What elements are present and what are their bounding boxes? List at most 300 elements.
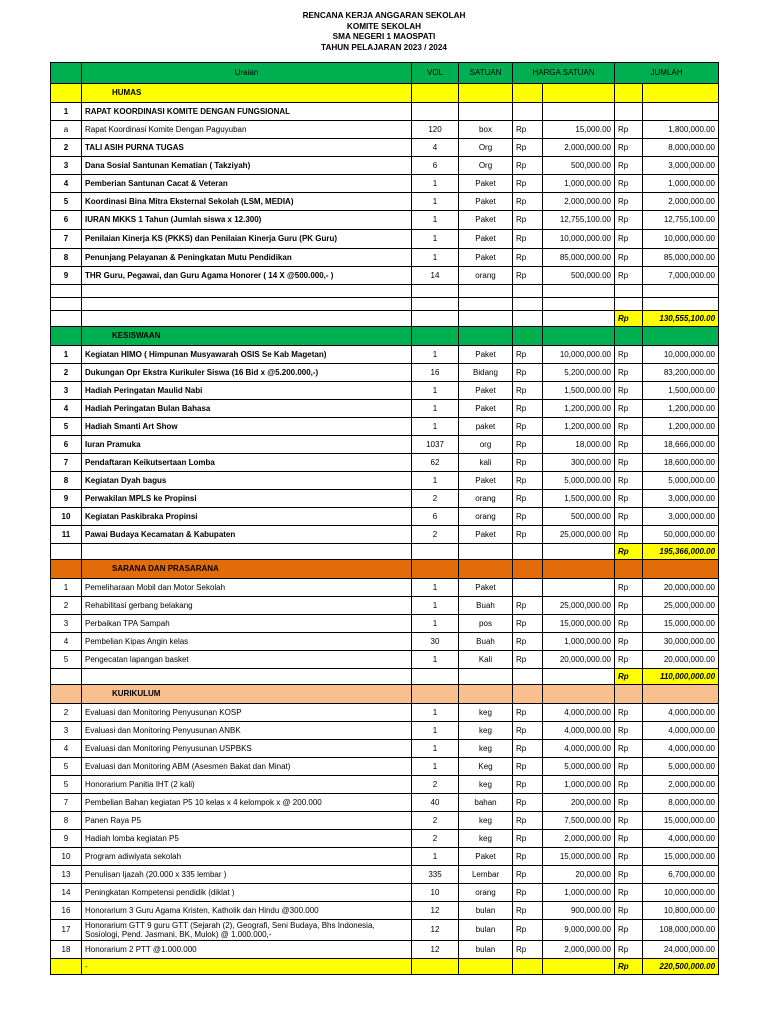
row-number: 17: [51, 920, 82, 941]
row-total: 6,700,000.00: [643, 866, 719, 884]
row-total: 4,000,000.00: [643, 740, 719, 758]
row-volume: 40: [412, 794, 459, 812]
row-unit: keg: [459, 830, 513, 848]
section-row-sarana: [51, 560, 719, 579]
row-total: 4,000,000.00: [643, 830, 719, 848]
row-total: 15,000,000.00: [643, 812, 719, 830]
row-total: 5,000,000.00: [643, 472, 719, 490]
table-row: [51, 364, 719, 382]
row-currency-total: Rp: [615, 615, 643, 633]
row-volume: 16: [412, 364, 459, 382]
row-volume: 1: [412, 418, 459, 436]
row-unit: Keg: [459, 758, 513, 776]
row-description: Panen Raya P5: [82, 812, 412, 830]
row-description: Perbaikan TPA Sampah: [82, 615, 412, 633]
table-row: [51, 139, 719, 157]
row-currency-price: Rp: [513, 597, 543, 615]
row-number: a: [51, 121, 82, 139]
section-empty-cell: [412, 685, 459, 704]
row-volume: 1: [412, 472, 459, 490]
row-volume: 1: [412, 211, 459, 230]
row-unit: Bidang: [459, 364, 513, 382]
row-number: 9: [51, 490, 82, 508]
row-currency-price: Rp: [513, 175, 543, 193]
row-number: 8: [51, 249, 82, 267]
row-volume: 120: [412, 121, 459, 139]
empty-cell: [82, 285, 412, 298]
row-unit-price: 1,500,000.00: [543, 490, 615, 508]
row-currency-total: Rp: [615, 211, 643, 230]
row-number: 4: [51, 633, 82, 651]
table-row: [51, 615, 719, 633]
table-row: [51, 472, 719, 490]
row-description: Hadiah Peringatan Bulan Bahasa: [82, 400, 412, 418]
row-currency-total: Rp: [615, 758, 643, 776]
table-row: [51, 436, 719, 454]
row-currency-total: Rp: [615, 230, 643, 249]
row-total: 10,800,000.00: [643, 902, 719, 920]
section-empty-cell: [513, 84, 543, 103]
row-currency-price: Rp: [513, 121, 543, 139]
row-total: 83,200,000.00: [643, 364, 719, 382]
row-description: Rehabilitasi gerbang belakang: [82, 597, 412, 615]
section-title-sarana: SARANA DAN PRASARANA: [82, 560, 412, 579]
row-number: 8: [51, 812, 82, 830]
section-empty-cell: [412, 560, 459, 579]
empty-cell: [643, 285, 719, 298]
empty-cell: [615, 298, 643, 311]
row-number: 5: [51, 418, 82, 436]
row-unit-price: 2,000,000.00: [543, 139, 615, 157]
section-empty-cell: [459, 560, 513, 579]
row-total: 4,000,000.00: [643, 704, 719, 722]
row-currency-total: Rp: [615, 848, 643, 866]
row-total: 10,000,000.00: [643, 230, 719, 249]
total-row-kesiswaan: [51, 544, 719, 560]
table-row: [51, 812, 719, 830]
empty-cell: [615, 285, 643, 298]
row-volume: 1: [412, 740, 459, 758]
empty-cell: [459, 285, 513, 298]
section-no-cell: [51, 685, 82, 704]
row-currency-price: Rp: [513, 848, 543, 866]
row-volume: 1: [412, 175, 459, 193]
row-number: 1: [51, 346, 82, 364]
row-currency-total: Rp: [615, 472, 643, 490]
row-currency-total: Rp: [615, 249, 643, 267]
row-currency-price: Rp: [513, 830, 543, 848]
row-number: 14: [51, 884, 82, 902]
row-currency-total: [615, 103, 643, 121]
section-no-cell: [51, 327, 82, 346]
row-currency-price: Rp: [513, 866, 543, 884]
row-currency-total: Rp: [615, 157, 643, 175]
row-description: Hadiah Peringatan Maulid Nabi: [82, 382, 412, 400]
row-currency-price: [513, 579, 543, 597]
row-description: Pembelian Bahan kegiatan P5 10 kelas x 4 kelompok x @ 200.000: [82, 794, 412, 812]
row-total: 3,000,000.00: [643, 157, 719, 175]
header-satuan: SATUAN: [459, 63, 513, 84]
row-volume: 62: [412, 454, 459, 472]
table-row: [51, 193, 719, 211]
row-volume: 2: [412, 776, 459, 794]
table-row: [51, 776, 719, 794]
header-no-cell: [51, 63, 82, 84]
row-description: RAPAT KOORDINASI KOMITE DENGAN FUNGSIONAL: [82, 103, 412, 121]
row-currency-price: Rp: [513, 400, 543, 418]
table-row: [51, 267, 719, 285]
section-empty-cell: [543, 84, 615, 103]
row-currency-total: Rp: [615, 364, 643, 382]
row-unit: bulan: [459, 902, 513, 920]
total-desc-cell: -: [82, 959, 412, 975]
row-total: 4,000,000.00: [643, 722, 719, 740]
row-total: 10,000,000.00: [643, 884, 719, 902]
table-row: [51, 211, 719, 230]
row-unit-price: 15,000,000.00: [543, 615, 615, 633]
total-empty-cell: [412, 311, 459, 327]
row-unit-price: [543, 103, 615, 121]
row-unit: Paket: [459, 382, 513, 400]
title-line-4: TAHUN PELAJARAN 2023 / 2024: [321, 42, 447, 52]
row-number: 3: [51, 722, 82, 740]
title-line-3: SMA NEGERI 1 MAOSPATI: [332, 32, 436, 41]
section-empty-cell: [543, 685, 615, 704]
total-empty-cell: [543, 544, 615, 560]
total-empty-cell: [412, 959, 459, 975]
row-volume: 1: [412, 704, 459, 722]
table-row: [51, 651, 719, 669]
row-unit-price: 15,000.00: [543, 121, 615, 139]
row-currency-price: Rp: [513, 758, 543, 776]
row-currency-total: Rp: [615, 920, 643, 941]
row-unit: orang: [459, 508, 513, 526]
row-total: 15,000,000.00: [643, 615, 719, 633]
section-empty-cell: [513, 685, 543, 704]
row-currency-price: Rp: [513, 382, 543, 400]
row-total: 50,000,000.00: [643, 526, 719, 544]
row-description: Evaluasi dan Monitoring Penyusunan KOSP: [82, 704, 412, 722]
spacer-row: [51, 285, 719, 298]
row-volume: 1037: [412, 436, 459, 454]
row-volume: 2: [412, 526, 459, 544]
row-currency-price: Rp: [513, 157, 543, 175]
table-row: [51, 704, 719, 722]
row-unit: orang: [459, 490, 513, 508]
total-currency-humas: Rp: [615, 311, 643, 327]
row-currency-total: Rp: [615, 175, 643, 193]
row-volume: 1: [412, 193, 459, 211]
empty-cell: [51, 298, 82, 311]
total-empty-cell: [412, 544, 459, 560]
spacer-row: [51, 298, 719, 311]
row-currency-price: Rp: [513, 812, 543, 830]
row-total: 18,600,000.00: [643, 454, 719, 472]
table-row: [51, 249, 719, 267]
total-currency-sarana: Rp: [615, 669, 643, 685]
row-currency-price: Rp: [513, 615, 543, 633]
row-total: [643, 103, 719, 121]
row-description: TALI ASIH PURNA TUGAS: [82, 139, 412, 157]
row-currency-total: Rp: [615, 454, 643, 472]
total-empty-cell: [513, 669, 543, 685]
row-description: Honorarium 2 PTT @1.000.000: [82, 941, 412, 959]
row-number: 18: [51, 941, 82, 959]
row-unit-price: 1,000,000.00: [543, 884, 615, 902]
row-total: 1,200,000.00: [643, 418, 719, 436]
total-value-kesiswaan: 195,366,000.00: [643, 544, 719, 560]
total-empty-cell: [543, 669, 615, 685]
total-value-sarana: 110,000,000.00: [643, 669, 719, 685]
total-empty-cell: [543, 959, 615, 975]
header-harga-satuan: HARGA SATUAN: [513, 63, 615, 84]
row-volume: 4: [412, 139, 459, 157]
row-total: 7,000,000.00: [643, 267, 719, 285]
total-empty-cell: [513, 544, 543, 560]
section-title-kesiswaan: KESISWAAN: [82, 327, 412, 346]
row-number: 7: [51, 230, 82, 249]
row-volume: 12: [412, 902, 459, 920]
row-number: 11: [51, 526, 82, 544]
row-number: 4: [51, 175, 82, 193]
total-empty-cell: [543, 311, 615, 327]
row-unit-price: 20,000.00: [543, 866, 615, 884]
row-currency-price: Rp: [513, 267, 543, 285]
row-currency-price: Rp: [513, 230, 543, 249]
row-number: 3: [51, 157, 82, 175]
row-description: Penulisan Ijazah (20.000 x 335 lembar ): [82, 866, 412, 884]
total-row-sarana: [51, 669, 719, 685]
row-currency-price: Rp: [513, 884, 543, 902]
row-volume: 30: [412, 633, 459, 651]
table-row: [51, 884, 719, 902]
section-empty-cell: [459, 327, 513, 346]
table-row: [51, 121, 719, 139]
row-description: Dana Sosial Santunan Kematian ( Takziyah): [82, 157, 412, 175]
row-unit-price: 25,000,000.00: [543, 526, 615, 544]
section-empty-cell: [412, 84, 459, 103]
row-unit-price: 1,500,000.00: [543, 382, 615, 400]
row-number: 9: [51, 267, 82, 285]
section-empty-cell: [543, 327, 615, 346]
header-uraian: Uraian: [82, 63, 412, 84]
row-currency-total: Rp: [615, 633, 643, 651]
row-unit: Paket: [459, 526, 513, 544]
empty-cell: [543, 298, 615, 311]
row-volume: 14: [412, 267, 459, 285]
row-volume: 1: [412, 400, 459, 418]
header-vol: VOL: [412, 63, 459, 84]
row-currency-total: Rp: [615, 490, 643, 508]
table-row: [51, 830, 719, 848]
row-number: 2: [51, 704, 82, 722]
row-currency-total: Rp: [615, 651, 643, 669]
section-empty-cell: [615, 327, 643, 346]
total-empty-cell: [412, 669, 459, 685]
row-volume: 6: [412, 157, 459, 175]
row-currency-price: Rp: [513, 902, 543, 920]
table-row: [51, 230, 719, 249]
row-unit: box: [459, 121, 513, 139]
row-number: 6: [51, 436, 82, 454]
row-description: Penilaian Kinerja KS (PKKS) dan Penilaian Kinerja Guru (PK Guru): [82, 230, 412, 249]
row-unit-price: 10,000,000.00: [543, 346, 615, 364]
row-currency-total: Rp: [615, 400, 643, 418]
row-description: Hadiah Smanti Art Show: [82, 418, 412, 436]
empty-cell: [412, 298, 459, 311]
table-header-row: [51, 63, 719, 84]
row-unit-price: 85,000,000.00: [543, 249, 615, 267]
row-description: Penunjang Pelayanan & Peningkatan Mutu Pendidikan: [82, 249, 412, 267]
row-unit: Paket: [459, 230, 513, 249]
row-unit-price: 900,000.00: [543, 902, 615, 920]
row-currency-total: Rp: [615, 267, 643, 285]
row-total: 2,000,000.00: [643, 776, 719, 794]
row-volume: 1: [412, 346, 459, 364]
row-currency-total: Rp: [615, 941, 643, 959]
row-unit-price: 500,000.00: [543, 267, 615, 285]
row-number: 1: [51, 103, 82, 121]
row-number: 3: [51, 382, 82, 400]
table-row: [51, 175, 719, 193]
row-unit-price: 200,000.00: [543, 794, 615, 812]
row-number: 4: [51, 740, 82, 758]
row-description: Rapat Koordinasi Komite Dengan Paguyuban: [82, 121, 412, 139]
table-row: [51, 508, 719, 526]
row-unit: Paket: [459, 249, 513, 267]
row-currency-total: Rp: [615, 508, 643, 526]
empty-cell: [51, 285, 82, 298]
row-unit-price: 2,000,000.00: [543, 830, 615, 848]
section-no-cell: [51, 84, 82, 103]
row-description: Evaluasi dan Monitoring Penyusunan USPBKS: [82, 740, 412, 758]
row-unit-price: [543, 579, 615, 597]
row-currency-price: Rp: [513, 249, 543, 267]
table-row: [51, 941, 719, 959]
row-unit-price: 18,000.00: [543, 436, 615, 454]
row-unit: Paket: [459, 579, 513, 597]
table-row: [51, 418, 719, 436]
total-empty-cell: [459, 669, 513, 685]
row-description: Honorarium Panitia IHT (2 kali): [82, 776, 412, 794]
row-total: 10,000,000.00: [643, 346, 719, 364]
row-unit: orang: [459, 267, 513, 285]
table-row: [51, 400, 719, 418]
row-unit: Org: [459, 157, 513, 175]
row-unit-price: 4,000,000.00: [543, 740, 615, 758]
total-currency-kurikulum: Rp: [615, 959, 643, 975]
empty-cell: [82, 298, 412, 311]
row-unit: keg: [459, 740, 513, 758]
row-description: Evaluasi dan Monitoring Penyusunan ANBK: [82, 722, 412, 740]
empty-cell: [513, 298, 543, 311]
row-currency-total: Rp: [615, 704, 643, 722]
row-description: Pawai Budaya Kecamatan & Kabupaten: [82, 526, 412, 544]
row-unit-price: 15,000,000.00: [543, 848, 615, 866]
total-no-cell: [51, 311, 82, 327]
row-unit: orang: [459, 884, 513, 902]
row-unit: Paket: [459, 472, 513, 490]
row-description: Honorarium 3 Guru Agama Kristen, Katholik dan Hindu @300.000: [82, 902, 412, 920]
table-row: [51, 758, 719, 776]
row-unit-price: 500,000.00: [543, 508, 615, 526]
row-description: IURAN MKKS 1 Tahun (Jumlah siswa x 12.300): [82, 211, 412, 230]
row-currency-total: Rp: [615, 776, 643, 794]
row-volume: 12: [412, 920, 459, 941]
row-unit-price: 500,000.00: [543, 157, 615, 175]
table-row: [51, 454, 719, 472]
row-number: 7: [51, 794, 82, 812]
section-empty-cell: [615, 685, 643, 704]
row-volume: 2: [412, 830, 459, 848]
row-unit: keg: [459, 722, 513, 740]
row-volume: 2: [412, 490, 459, 508]
row-description: Kegiatan HIMO ( Himpunan Musyawarah OSIS Se Kab Magetan): [82, 346, 412, 364]
row-currency-total: Rp: [615, 884, 643, 902]
row-unit-price: 4,000,000.00: [543, 722, 615, 740]
table-row: [51, 490, 719, 508]
section-empty-cell: [643, 84, 719, 103]
row-total: 30,000,000.00: [643, 633, 719, 651]
row-volume: 2: [412, 812, 459, 830]
row-total: 5,000,000.00: [643, 758, 719, 776]
row-volume: 1: [412, 758, 459, 776]
row-unit: Paket: [459, 346, 513, 364]
row-volume: 1: [412, 722, 459, 740]
row-total: 20,000,000.00: [643, 579, 719, 597]
row-currency-total: Rp: [615, 418, 643, 436]
total-empty-cell: [459, 311, 513, 327]
row-volume: 10: [412, 884, 459, 902]
row-number: 10: [51, 848, 82, 866]
row-currency-total: Rp: [615, 722, 643, 740]
row-description: Hadiah lomba kegiatan P5: [82, 830, 412, 848]
empty-cell: [643, 298, 719, 311]
row-total: 85,000,000.00: [643, 249, 719, 267]
row-volume: 1: [412, 249, 459, 267]
row-currency-price: Rp: [513, 508, 543, 526]
title-line-1: RENCANA KERJA ANGGARAN SEKOLAH: [302, 11, 466, 20]
total-empty-cell: [513, 959, 543, 975]
row-total: 1,500,000.00: [643, 382, 719, 400]
section-empty-cell: [513, 327, 543, 346]
table-row: [51, 848, 719, 866]
row-unit: Paket: [459, 848, 513, 866]
row-unit: pos: [459, 615, 513, 633]
section-empty-cell: [615, 84, 643, 103]
row-number: 5: [51, 758, 82, 776]
section-empty-cell: [459, 84, 513, 103]
row-currency-total: Rp: [615, 597, 643, 615]
table-row: [51, 740, 719, 758]
row-unit: bulan: [459, 941, 513, 959]
row-number: 6: [51, 211, 82, 230]
row-currency-price: Rp: [513, 490, 543, 508]
row-currency-total: Rp: [615, 346, 643, 364]
row-description: Honorarium GTT 9 guru GTT (Sejarah (2), Geografi, Seni Budaya, Bhs Indonesia, Sosiologi, Pend. Jasmani, BK, Mulok) @ 1.000.000,-: [82, 920, 412, 941]
table-row: [51, 157, 719, 175]
row-currency-total: Rp: [615, 382, 643, 400]
row-total: 3,000,000.00: [643, 508, 719, 526]
row-currency-price: Rp: [513, 472, 543, 490]
row-unit: Buah: [459, 597, 513, 615]
section-empty-cell: [543, 560, 615, 579]
row-currency-price: Rp: [513, 211, 543, 230]
row-unit: org: [459, 436, 513, 454]
row-unit: bulan: [459, 920, 513, 941]
row-number: 10: [51, 508, 82, 526]
row-number: 5: [51, 193, 82, 211]
